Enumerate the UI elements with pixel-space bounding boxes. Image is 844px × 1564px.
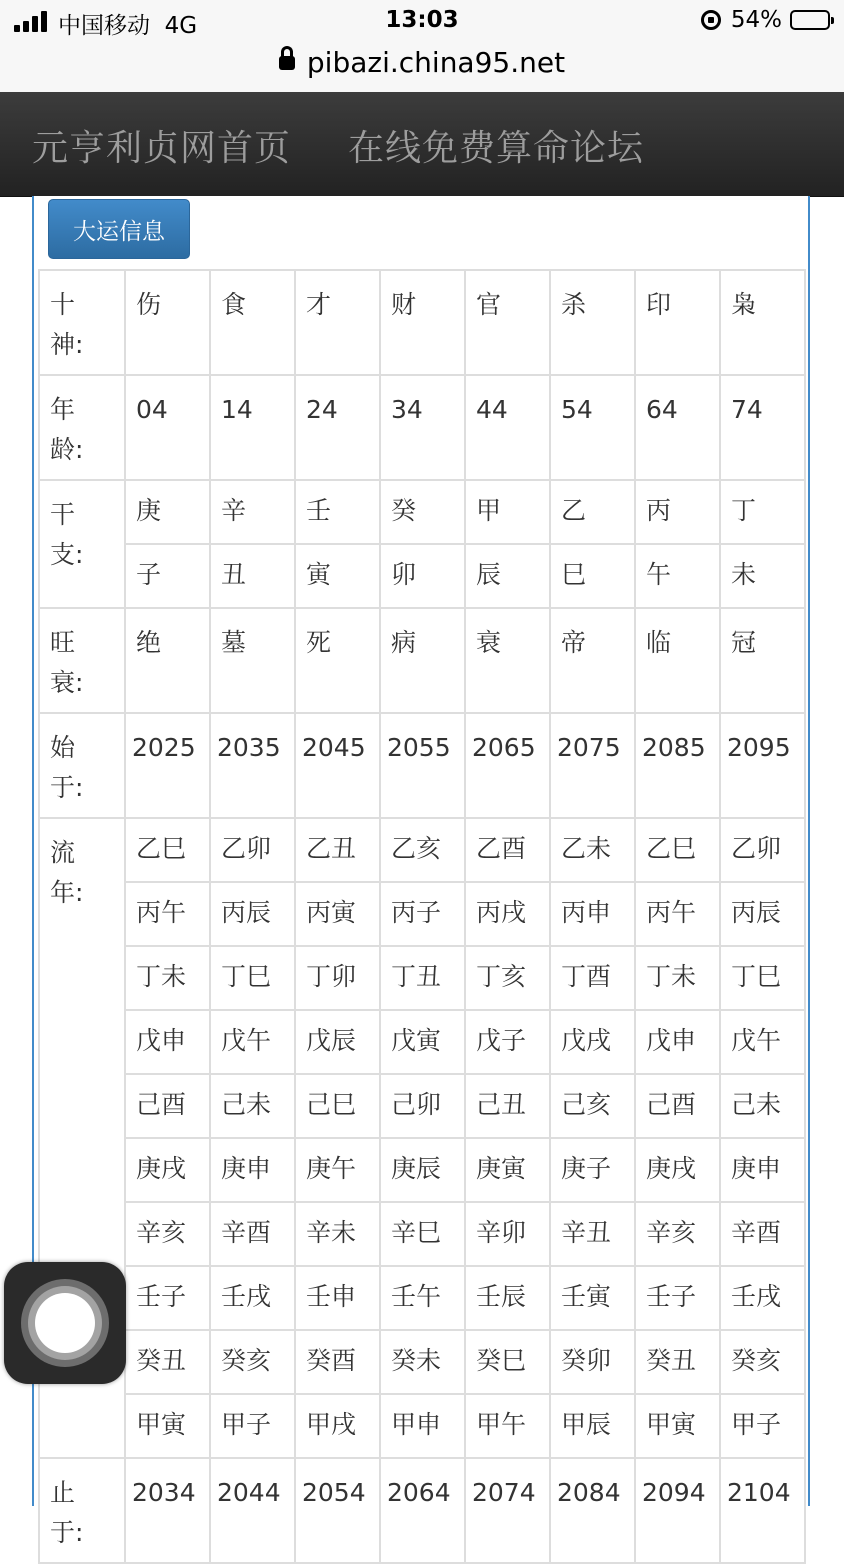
row-liunian	[39, 1330, 805, 1394]
table-cell: 丙申	[550, 882, 635, 946]
table-cell: 庚戌	[125, 1138, 210, 1202]
table-cell: 官	[465, 270, 550, 375]
table-cell: 2035	[210, 713, 295, 818]
table-cell: 2025	[125, 713, 210, 818]
table-cell: 癸未	[380, 1330, 465, 1394]
table-cell: 丙寅	[295, 882, 380, 946]
row-liunian	[39, 1138, 805, 1202]
table-cell: 己巳	[295, 1074, 380, 1138]
table-cell: 丙子	[380, 882, 465, 946]
table-cell: 丁卯	[295, 946, 380, 1010]
row-shishen	[39, 270, 805, 375]
table-cell: 庚辰	[380, 1138, 465, 1202]
table-cell: 甲午	[465, 1394, 550, 1458]
table-cell: 财	[380, 270, 465, 375]
table-cell: 己亥	[550, 1074, 635, 1138]
row-liunian	[39, 1394, 805, 1458]
table-cell: 乙巳	[125, 818, 210, 882]
table-cell: 丙戌	[465, 882, 550, 946]
table-cell: 戊戌	[550, 1010, 635, 1074]
row-age	[39, 375, 805, 480]
address-bar[interactable]	[0, 40, 844, 84]
table-cell: 辛未	[295, 1202, 380, 1266]
table-cell: 丁丑	[380, 946, 465, 1010]
site-navbar	[0, 92, 844, 197]
table-cell: 乙卯	[720, 818, 805, 882]
table-cell: 04	[125, 375, 210, 480]
table-cell: 44	[465, 375, 550, 480]
dayun-table	[38, 269, 806, 1564]
table-cell: 辛卯	[465, 1202, 550, 1266]
table-cell: 2055	[380, 713, 465, 818]
table-cell: 丁巳	[210, 946, 295, 1010]
table-cell: 2084	[550, 1458, 635, 1563]
table-cell: 印	[635, 270, 720, 375]
table-cell: 甲子	[720, 1394, 805, 1458]
table-cell: 24	[295, 375, 380, 480]
table-cell: 2045	[295, 713, 380, 818]
clock: 13:03	[385, 7, 459, 33]
row-label: 干支:	[39, 480, 125, 608]
table-cell: 甲辰	[550, 1394, 635, 1458]
table-cell: 丙	[635, 480, 720, 544]
table-cell: 辰	[465, 544, 550, 608]
row-label: 始于:	[39, 713, 125, 818]
row-liunian	[39, 818, 805, 882]
table-cell: 甲	[465, 480, 550, 544]
table-cell: 丁未	[635, 946, 720, 1010]
row-liunian	[39, 1010, 805, 1074]
table-cell: 甲寅	[635, 1394, 720, 1458]
table-cell: 乙巳	[635, 818, 720, 882]
table-cell: 癸卯	[550, 1330, 635, 1394]
row-liunian	[39, 882, 805, 946]
table-cell: 2065	[465, 713, 550, 818]
row-label: 流年:	[39, 818, 125, 1458]
nav-home-link[interactable]: 元亨利贞网首页	[32, 128, 292, 169]
table-cell: 死	[295, 608, 380, 713]
table-cell: 辛酉	[210, 1202, 295, 1266]
table-cell: 庚申	[720, 1138, 805, 1202]
table-cell: 64	[635, 375, 720, 480]
lock-icon	[279, 54, 295, 74]
table-cell: 2044	[210, 1458, 295, 1563]
row-liunian	[39, 1074, 805, 1138]
table-cell: 壬辰	[465, 1266, 550, 1330]
table-cell: 丙辰	[720, 882, 805, 946]
row-start-year	[39, 713, 805, 818]
dayun-table-wrap	[38, 269, 806, 1564]
table-cell: 食	[210, 270, 295, 375]
row-liunian	[39, 1266, 805, 1330]
table-cell: 壬申	[295, 1266, 380, 1330]
table-cell: 壬子	[125, 1266, 210, 1330]
table-cell: 辛巳	[380, 1202, 465, 1266]
table-cell: 巳	[550, 544, 635, 608]
table-cell: 壬午	[380, 1266, 465, 1330]
table-cell: 乙未	[550, 818, 635, 882]
table-cell: 戊子	[465, 1010, 550, 1074]
table-cell: 卯	[380, 544, 465, 608]
carrier-name: 中国移动	[58, 13, 150, 39]
row-label: 年龄:	[39, 375, 125, 480]
table-cell: 2074	[465, 1458, 550, 1563]
row-end-year	[39, 1458, 805, 1563]
table-cell: 丁亥	[465, 946, 550, 1010]
network-type: 4G	[164, 13, 198, 39]
row-ganzhi-zhi	[39, 544, 805, 608]
nav-forum-link[interactable]: 在线免费算命论坛	[348, 128, 645, 169]
table-cell: 子	[125, 544, 210, 608]
table-cell: 壬戌	[720, 1266, 805, 1330]
table-cell: 庚午	[295, 1138, 380, 1202]
table-cell: 戊午	[210, 1010, 295, 1074]
table-cell: 戊寅	[380, 1010, 465, 1074]
assistive-touch-button[interactable]	[4, 1262, 126, 1384]
table-cell: 杀	[550, 270, 635, 375]
table-cell: 2094	[635, 1458, 720, 1563]
table-cell: 癸亥	[210, 1330, 295, 1394]
table-cell: 病	[380, 608, 465, 713]
table-cell: 丙辰	[210, 882, 295, 946]
table-cell: 甲申	[380, 1394, 465, 1458]
table-cell: 伤	[125, 270, 210, 375]
table-cell: 甲寅	[125, 1394, 210, 1458]
table-cell: 2104	[720, 1458, 805, 1563]
table-cell: 乙	[550, 480, 635, 544]
table-cell: 己未	[720, 1074, 805, 1138]
table-cell: 庚寅	[465, 1138, 550, 1202]
table-cell: 丁未	[125, 946, 210, 1010]
table-cell: 74	[720, 375, 805, 480]
row-wangshuai	[39, 608, 805, 713]
battery-icon	[790, 10, 830, 30]
table-cell: 戊午	[720, 1010, 805, 1074]
table-cell: 临	[635, 608, 720, 713]
table-cell: 庚戌	[635, 1138, 720, 1202]
table-cell: 乙卯	[210, 818, 295, 882]
row-label: 十神:	[39, 270, 125, 375]
row-label: 旺衰:	[39, 608, 125, 713]
table-cell: 己卯	[380, 1074, 465, 1138]
table-cell: 癸	[380, 480, 465, 544]
battery-percent: 54%	[730, 7, 782, 33]
table-cell: 戊申	[635, 1010, 720, 1074]
table-cell: 丙午	[125, 882, 210, 946]
table-cell: 戊辰	[295, 1010, 380, 1074]
table-cell: 丁巳	[720, 946, 805, 1010]
orientation-lock-icon	[701, 10, 721, 30]
table-cell: 54	[550, 375, 635, 480]
table-cell: 衰	[465, 608, 550, 713]
table-cell: 庚申	[210, 1138, 295, 1202]
table-cell: 辛	[210, 480, 295, 544]
table-cell: 冠	[720, 608, 805, 713]
table-cell: 戊申	[125, 1010, 210, 1074]
table-cell: 才	[295, 270, 380, 375]
table-cell: 壬戌	[210, 1266, 295, 1330]
table-cell: 帝	[550, 608, 635, 713]
table-cell: 2034	[125, 1458, 210, 1563]
table-cell: 己酉	[635, 1074, 720, 1138]
table-cell: 乙亥	[380, 818, 465, 882]
table-cell: 壬	[295, 480, 380, 544]
table-cell: 午	[635, 544, 720, 608]
table-cell: 丁酉	[550, 946, 635, 1010]
table-cell: 壬子	[635, 1266, 720, 1330]
table-cell: 2075	[550, 713, 635, 818]
table-cell: 枭	[720, 270, 805, 375]
table-cell: 2054	[295, 1458, 380, 1563]
table-cell: 34	[380, 375, 465, 480]
table-cell: 2064	[380, 1458, 465, 1563]
table-cell: 2095	[720, 713, 805, 818]
table-cell: 乙酉	[465, 818, 550, 882]
table-cell: 丙午	[635, 882, 720, 946]
table-cell: 辛酉	[720, 1202, 805, 1266]
table-cell: 己丑	[465, 1074, 550, 1138]
table-cell: 甲戌	[295, 1394, 380, 1458]
table-cell: 癸巳	[465, 1330, 550, 1394]
table-cell: 未	[720, 544, 805, 608]
table-cell: 癸丑	[635, 1330, 720, 1394]
table-cell: 辛丑	[550, 1202, 635, 1266]
table-cell: 甲子	[210, 1394, 295, 1458]
table-cell: 2085	[635, 713, 720, 818]
dayun-info-button[interactable]: 大运信息	[48, 199, 190, 259]
table-cell: 癸酉	[295, 1330, 380, 1394]
table-cell: 庚	[125, 480, 210, 544]
table-cell: 癸丑	[125, 1330, 210, 1394]
table-cell: 癸亥	[720, 1330, 805, 1394]
table-cell: 丁	[720, 480, 805, 544]
table-cell: 丑	[210, 544, 295, 608]
url-text: pibazi.china95.net	[306, 45, 566, 79]
table-cell: 14	[210, 375, 295, 480]
table-cell: 己酉	[125, 1074, 210, 1138]
table-cell: 绝	[125, 608, 210, 713]
table-cell: 辛亥	[635, 1202, 720, 1266]
table-cell: 乙丑	[295, 818, 380, 882]
status-bar	[0, 0, 844, 92]
table-cell: 墓	[210, 608, 295, 713]
table-cell: 壬寅	[550, 1266, 635, 1330]
row-ganzhi-gan	[39, 480, 805, 544]
row-liunian	[39, 1202, 805, 1266]
table-cell: 寅	[295, 544, 380, 608]
table-cell: 辛亥	[125, 1202, 210, 1266]
table-cell: 己未	[210, 1074, 295, 1138]
table-cell: 庚子	[550, 1138, 635, 1202]
row-label: 止于:	[39, 1458, 125, 1563]
row-liunian	[39, 946, 805, 1010]
